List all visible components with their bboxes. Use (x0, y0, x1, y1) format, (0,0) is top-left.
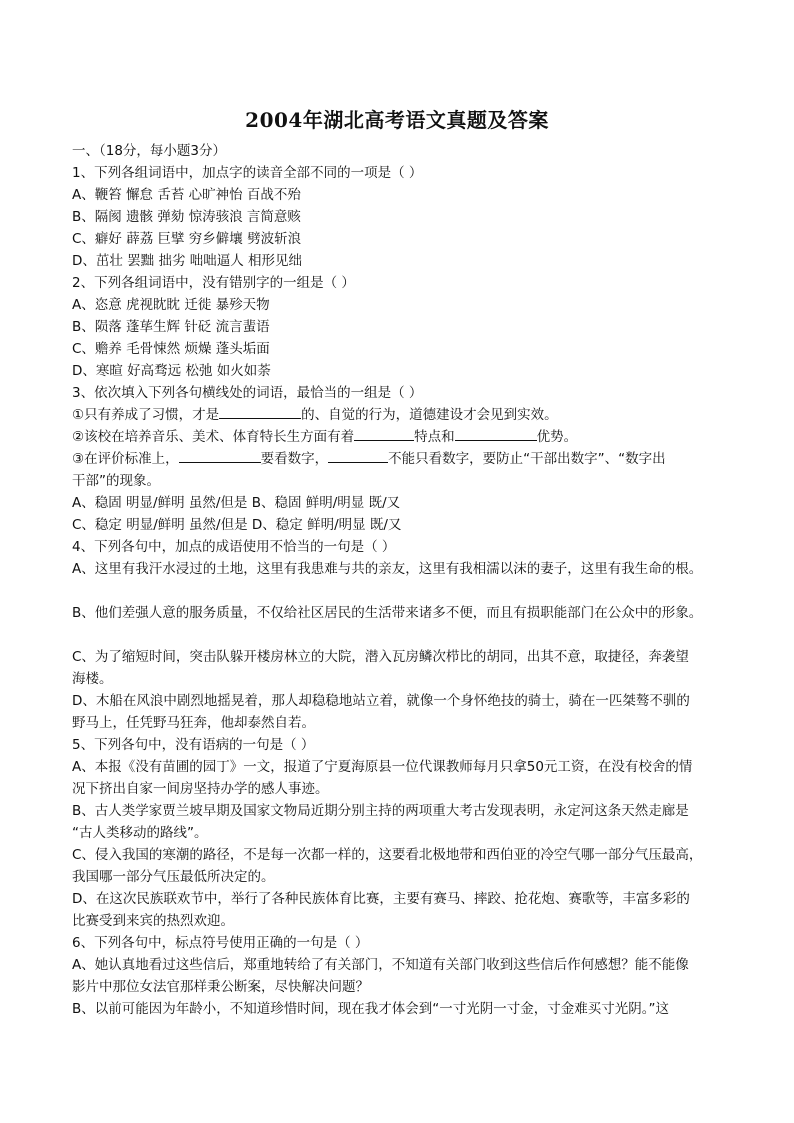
question-5-option-b-cont: “古人类移动的路线”。 (72, 825, 208, 841)
sentence-text: ③在评价标准上， (72, 451, 179, 467)
question-4-option-d-cont: 野马上，任凭野马狂奔，他却泰然自若。 (72, 715, 315, 731)
sentence-text: 要看数字， (260, 451, 329, 467)
question-4-stem: 4、下列各句中，加点的成语使用不恰当的一句是（ ） (72, 539, 396, 555)
question-2-stem: 2、下列各组词语中，没有错别字的一组是（ ） (72, 275, 355, 291)
question-6-option-a-cont: 影片中那位女法官那样秉公断案，尽快解决问题？ (72, 979, 369, 995)
question-2-option-a: A、恣意 虎视眈眈 迁徙 暴殄天物 (72, 297, 270, 313)
question-1-option-b: B、隔阂 遗骸 弹劾 惊涛骇浪 言简意赅 (72, 209, 301, 225)
blank-line (72, 580, 724, 602)
sentence-text: 的、自觉的行为，道德建设才会见到实效。 (301, 407, 558, 423)
question-3-sentence-2 (72, 426, 724, 448)
fill-blank (219, 404, 301, 419)
sentence-text: ①只有养成了习惯，才是 (72, 407, 220, 423)
question-4-option-c: C、为了缩短时间，突击队躲开楼房林立的大院，潜入瓦房鳞次栉比的胡同，出其不意，取捷径，奔袭望 (72, 649, 689, 665)
question-2-option-c: C、赡养 毛骨悚然 烦燥 蓬头垢面 (72, 341, 270, 357)
question-3-options-ab: A、稳固 明显/鲜明 虽然/但是 B、稳固 鲜明/明显 既/又 (72, 495, 401, 511)
question-2-option-b: B、陨落 蓬荜生辉 针砭 流言蜚语 (72, 319, 270, 335)
question-4-option-c-cont: 海楼。 (72, 671, 113, 687)
fill-blank (354, 426, 414, 441)
question-4-option-a: A、这里有我汗水浸过的土地，这里有我患难与共的亲友，这里有我相濡以沫的妻子，这里有我生命的根。 (72, 561, 703, 577)
fill-blank (179, 448, 261, 463)
sentence-text: 不能只看数字，要防止“干部出数字”、“数字出 (388, 451, 666, 467)
sentence-text: ②该校在培养音乐、美术、体育特长生方面有着 (72, 429, 355, 445)
question-5-option-c-cont: 我国哪一部分气压最低所决定的。 (72, 869, 275, 885)
question-5-option-d: D、在这次民族联欢节中，举行了各种民族体育比赛，主要有赛马、摔跤、抢花炮、赛歌等，丰富多彩的 (72, 891, 690, 907)
sentence-text: 特点和 (414, 429, 455, 445)
fill-blank (328, 448, 388, 463)
question-3-options-cd: C、稳定 明显/鲜明 虽然/但是 D、稳定 鲜明/明显 既/又 (72, 517, 402, 533)
question-1-option-c: C、癖好 薜荔 巨擘 穷乡僻壤 劈波斩浪 (72, 231, 302, 247)
question-4-option-b: B、他们差强人意的服务质量，不仅给社区居民的生活带来诸多不便，而且有损职能部门在公众中的形象。 (72, 605, 703, 621)
question-6-option-b: B、以前可能因为年龄小，不知道珍惜时间，现在我才体会到“一寸光阴一寸金，寸金难买寸光阴。”这 (72, 1001, 669, 1017)
question-5-option-a: A、本报《没有苗圃的园丁》一文，报道了宁夏海原县一位代课教师每月只拿50元工资，在没有校舍的情 (72, 759, 693, 775)
question-5-option-c: C、侵入我国的寒潮的路径，不是每一次都一样的，这要看北极地带和西伯亚的冷空气哪一部分气压最高， (72, 847, 703, 863)
question-2-option-d: D、寒暄 好高骛远 松弛 如火如荼 (72, 363, 271, 379)
document-title: 2004年湖北高考语文真题及答案 (245, 108, 549, 132)
question-3-stem: 3、依次填入下列各句横线处的词语，最恰当的一组是（ ） (72, 385, 423, 401)
document-body (72, 140, 724, 1020)
question-1-option-a: A、鞭笞 懈怠 舌苔 心旷神怡 百战不殆 (72, 187, 301, 203)
question-6-stem: 6、下列各句中，标点符号使用正确的一句是（ ） (72, 935, 369, 951)
question-3-sentence-1 (72, 404, 724, 426)
question-5-stem: 5、下列各句中，没有语病的一句是（ ） (72, 737, 315, 753)
question-5-option-a-cont: 况下挤出自家一间房坚持办学的感人事迹。 (72, 781, 329, 797)
fill-blank (455, 426, 537, 441)
question-5-option-d-cont: 比赛受到来宾的热烈欢迎。 (72, 913, 234, 929)
question-4-option-d: D、木船在风浪中剧烈地摇晃着，那人却稳稳地站立着，就像一个身怀绝技的骑士，骑在一匹桀骜不驯的 (72, 693, 690, 709)
blank-line (72, 624, 724, 646)
section-header: 一、（18分，每小题3分） (72, 143, 227, 159)
question-1-stem: 1、下列各组词语中，加点字的读音全部不同的一项是（ ） (72, 165, 423, 181)
question-5-option-b: B、古人类学家贾兰坡早期及国家文物局近期分别主持的两项重大考古发现表明，永定河这条天然走廊是 (72, 803, 689, 819)
sentence-text: 优势。 (536, 429, 578, 445)
question-1-option-d: D、茁壮 罢黜 拙劣 咄咄逼人 相形见绌 (72, 253, 303, 269)
question-3-sentence-3 (72, 448, 724, 470)
question-6-option-a: A、她认真地看过这些信后，郑重地转给了有关部门，不知道有关部门收到这些信后作何感想？能不能像 (72, 957, 689, 973)
question-3-sentence-3-cont: 干部”的现象。 (72, 473, 160, 489)
